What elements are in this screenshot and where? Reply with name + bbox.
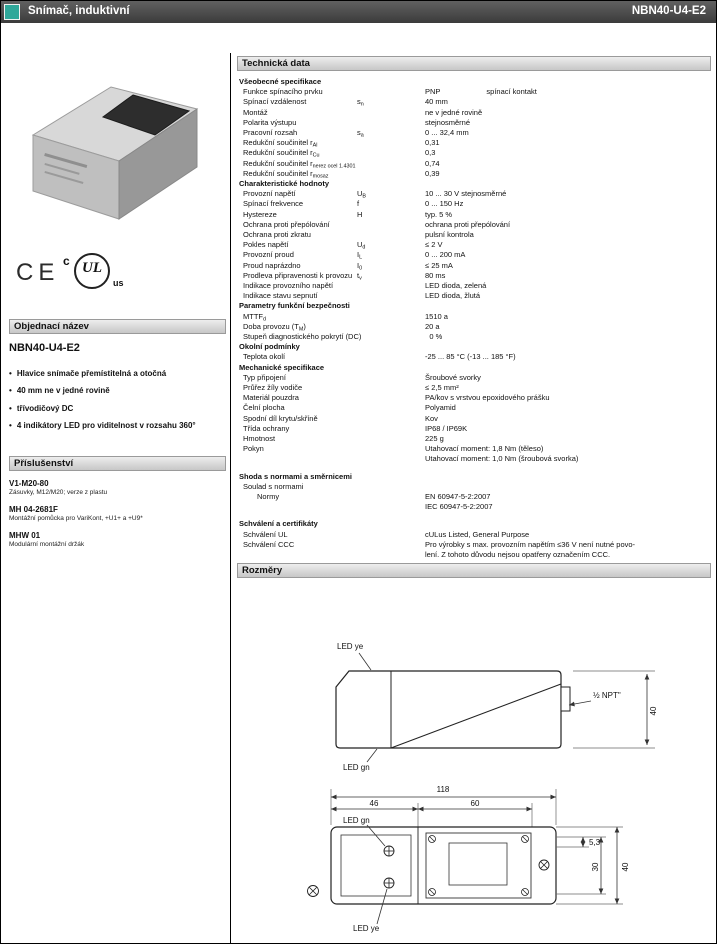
row-label: Třída ochrany bbox=[243, 423, 290, 433]
row-symbol bbox=[357, 540, 425, 560]
row-label: Stupeň diagnostického pokrytí (DC) bbox=[243, 332, 362, 342]
row-value: 0 ... 150 Hz bbox=[425, 199, 464, 209]
row-value: 20 a bbox=[425, 321, 440, 331]
order-code: NBN40-U4-E2 bbox=[9, 342, 80, 354]
table-row bbox=[239, 352, 711, 362]
row-value: 0,39 bbox=[425, 168, 440, 178]
row-label: Doba provozu $(T_M)$ bbox=[243, 321, 306, 333]
row-symbol bbox=[357, 403, 425, 413]
row-symbol bbox=[357, 530, 425, 540]
row-label: Ochrana proti zkratu bbox=[243, 230, 311, 240]
row-value: Pro výrobky s max. provozním napětím ≤36 V není nutné povo- lení. Z tohoto důvodu nejsou opatřeny označením CCC. bbox=[425, 539, 636, 560]
row-label: Proud naprázdno bbox=[243, 260, 301, 270]
feature-item bbox=[9, 386, 221, 396]
row-value: cULus Listed, General Purpose bbox=[425, 529, 530, 539]
row-value: IP68 / IP69K bbox=[425, 423, 468, 433]
row-label: Typ připojení bbox=[243, 372, 286, 382]
row-symbol bbox=[357, 159, 425, 169]
row-label: Ochrana proti přepólování bbox=[243, 219, 330, 229]
row-label: Pokles napětí bbox=[243, 240, 289, 250]
accessory-item bbox=[9, 479, 221, 497]
row-label: Spínací frekvence bbox=[243, 199, 304, 209]
row-symbol: $U_B$ bbox=[357, 189, 367, 200]
row-symbol bbox=[357, 352, 425, 362]
table-section-title: Charakteristické hodnoty bbox=[239, 179, 330, 189]
accessory-code: MHW 01 bbox=[9, 531, 41, 541]
row-label: Redukční součinitel $r_{Al}$ bbox=[243, 138, 318, 149]
tech-table bbox=[239, 77, 711, 560]
row-value: 40 mm bbox=[425, 97, 448, 107]
row-label: Normy bbox=[257, 492, 280, 502]
table-row bbox=[239, 383, 711, 393]
table-row bbox=[239, 482, 711, 492]
row-value: Utahovací moment: 1,8 Nm (těleso) Utahovací moment: 1,0 Nm (šroubová svorka) bbox=[425, 444, 579, 464]
section-bar-accessories: Příslušenství bbox=[9, 456, 226, 471]
row-symbol: H bbox=[357, 209, 363, 219]
row-value: 0,3 bbox=[425, 148, 436, 158]
table-row bbox=[239, 128, 711, 138]
row-value: Kov bbox=[425, 413, 438, 423]
led-gn-label: LED gn bbox=[343, 763, 370, 772]
table-row bbox=[239, 434, 711, 444]
row-symbol bbox=[357, 492, 425, 512]
row-value: LED dioda, žlutá bbox=[425, 291, 481, 301]
row-value: EN 60947-5-2:2007 IEC 60947-5-2:2007 bbox=[425, 492, 493, 512]
row-label: Spodní díl krytu/skříně bbox=[243, 413, 318, 423]
row-value: LED dioda, zelená bbox=[425, 281, 487, 291]
dimension-drawing-top-view bbox=[301, 779, 641, 943]
row-value: typ. 5 % bbox=[425, 209, 453, 219]
feature-item bbox=[9, 421, 221, 431]
row-label: Montáž bbox=[243, 107, 268, 117]
row-label: Hmotnost bbox=[243, 434, 276, 444]
row-symbol bbox=[357, 393, 425, 403]
row-symbol bbox=[357, 373, 425, 383]
table-section-title: Všeobecné specifikace bbox=[239, 77, 322, 86]
table-row bbox=[239, 322, 711, 332]
dim-label-left-width: 46 bbox=[369, 799, 379, 808]
dim-label-total-width: 118 bbox=[436, 785, 450, 794]
row-label: Indikace provozního napětí bbox=[243, 281, 334, 291]
row-value: ≤ 2 V bbox=[425, 240, 443, 250]
feature-text: Hlavice snímače přemístitelná a otočná bbox=[16, 369, 167, 378]
led-ye-label-top-view: LED ye bbox=[353, 924, 380, 933]
row-value: ≤ 2,5 mm² bbox=[425, 383, 459, 393]
brand-accent-icon bbox=[4, 4, 20, 20]
table-row bbox=[239, 230, 711, 240]
row-symbol bbox=[357, 118, 425, 128]
ul-label: UL bbox=[82, 260, 102, 276]
row-value: Polyamid bbox=[425, 403, 456, 413]
row-value: ne v jedné rovině bbox=[425, 107, 483, 117]
dim-label-side-height: 40 bbox=[649, 706, 658, 716]
accessory-item bbox=[9, 531, 221, 549]
row-symbol bbox=[357, 322, 425, 332]
row-symbol: f bbox=[357, 199, 360, 209]
table-row bbox=[239, 403, 711, 413]
row-symbol bbox=[357, 414, 425, 424]
table-row bbox=[239, 492, 711, 512]
table-row bbox=[239, 138, 711, 148]
row-symbol: $I_0$ bbox=[357, 260, 363, 271]
section-bar-order-title: Objednací název bbox=[9, 319, 226, 334]
table-row bbox=[239, 414, 711, 424]
row-value: 0,31 bbox=[425, 138, 440, 148]
row-value: 0 ... 200 mA bbox=[425, 250, 466, 260]
led-gn-label-top-view: LED gn bbox=[343, 816, 370, 825]
section-bar-dimensions: Rozměry bbox=[237, 563, 711, 578]
row-label: Hystereze bbox=[243, 209, 277, 219]
table-row bbox=[239, 393, 711, 403]
table-row bbox=[239, 240, 711, 250]
feature-item bbox=[9, 369, 221, 379]
page-title: Snímač, induktivní bbox=[28, 5, 130, 17]
feature-item bbox=[9, 404, 221, 414]
row-label: Prodleva připravenosti k provozu bbox=[243, 270, 353, 280]
row-label: Funkce spínacího prvku bbox=[243, 87, 323, 97]
dimension-drawing-side-view bbox=[321, 599, 711, 779]
row-label: Průřez žíly vodiče bbox=[243, 383, 303, 393]
row-label: Indikace stavu sepnutí bbox=[243, 291, 318, 301]
row-value: 80 ms bbox=[425, 270, 446, 280]
table-row bbox=[239, 424, 711, 434]
row-value bbox=[425, 482, 711, 492]
table-row bbox=[239, 108, 711, 118]
row-symbol: $s_n$ bbox=[357, 97, 364, 108]
row-symbol bbox=[357, 138, 425, 148]
cULus-mark bbox=[63, 251, 143, 297]
row-label: Teplota okolí bbox=[243, 352, 286, 362]
row-label: Soulad s normami bbox=[243, 481, 304, 491]
row-symbol bbox=[357, 148, 425, 158]
row-symbol bbox=[357, 281, 425, 291]
table-row bbox=[239, 97, 711, 107]
table-row bbox=[239, 444, 711, 464]
table-row bbox=[239, 159, 711, 169]
row-label: Schválení UL bbox=[243, 529, 288, 539]
row-symbol bbox=[357, 312, 425, 322]
dim-label-slot: 5,3 bbox=[589, 838, 601, 847]
row-label: Provozní napětí bbox=[243, 189, 296, 199]
row-value: Šroubové svorky bbox=[425, 372, 481, 382]
row-label: Pokyn bbox=[243, 444, 264, 454]
row-label: Čelní plocha bbox=[243, 403, 285, 413]
ul-us-label: us bbox=[113, 278, 124, 288]
feature-text: třívodičový DC bbox=[16, 403, 74, 413]
row-label: Provozní proud bbox=[243, 250, 294, 260]
bullet-icon: • bbox=[9, 421, 12, 431]
accessory-desc: Montážní pomůcka pro VariKont, +U1+ a +U9* bbox=[9, 515, 143, 523]
table-row bbox=[239, 530, 711, 540]
feature-text: 4 indikátory LED pro viditelnost v rozsahu 360° bbox=[16, 421, 196, 431]
table-row bbox=[239, 118, 711, 128]
table-section-title: Mechanické specifikace bbox=[239, 362, 325, 372]
table-row bbox=[239, 540, 711, 560]
bullet-icon: • bbox=[9, 386, 12, 396]
accessory-desc: Modulární montážní držák bbox=[9, 541, 85, 549]
row-value: pulsní kontrola bbox=[425, 230, 474, 240]
npt-thread-label: ½ NPT" bbox=[593, 691, 621, 700]
row-label: Redukční součinitel $r_{Cu}$ bbox=[243, 148, 320, 159]
row-value: PA/kov s vrstvou epoxidového prášku bbox=[425, 393, 550, 403]
section-gap bbox=[239, 465, 711, 472]
row-value: PNP spínací kontakt bbox=[425, 87, 537, 97]
row-value: 0 ... 32,4 mm bbox=[425, 128, 469, 137]
accessory-code: MH 04-2681F bbox=[9, 505, 58, 515]
feature-text: 40 mm ne v jedné rovině bbox=[16, 386, 110, 396]
row-symbol bbox=[357, 444, 425, 464]
row-symbol bbox=[357, 424, 425, 434]
row-symbol: $U_d$ bbox=[357, 240, 366, 251]
row-value: stejnosměrné bbox=[425, 117, 471, 127]
accessory-code: V1-M20-80 bbox=[9, 479, 49, 488]
row-symbol bbox=[357, 108, 425, 118]
row-value: 10 ... 30 V stejnosměrné bbox=[425, 189, 507, 199]
accessory-item bbox=[9, 505, 221, 523]
table-row bbox=[239, 291, 711, 301]
table-section-title: Schválení a certifikáty bbox=[239, 519, 318, 529]
product-photo bbox=[15, 57, 220, 237]
bullet-icon: • bbox=[9, 403, 12, 413]
table-row bbox=[239, 373, 711, 383]
row-label: $MTTF_d$ bbox=[243, 311, 266, 322]
row-label: Redukční součinitel $r_{nerez ocel 1.4301}$ bbox=[243, 158, 356, 169]
row-symbol bbox=[357, 169, 425, 179]
row-value: 1510 a bbox=[425, 311, 448, 321]
column-divider bbox=[230, 53, 231, 943]
table-row bbox=[239, 271, 711, 281]
table-row bbox=[239, 312, 711, 322]
row-value: ochrana proti přepólování bbox=[425, 219, 511, 229]
row-symbol bbox=[357, 291, 425, 301]
accessory-list bbox=[9, 479, 221, 557]
section-gap bbox=[239, 512, 711, 519]
row-value: -25 ... 85 °C (-13 ... 185 °F) bbox=[425, 352, 516, 362]
accessory-desc: Zásuvky, M12/M20; verze z plastu bbox=[9, 489, 108, 496]
table-row bbox=[239, 220, 711, 230]
row-symbol: $s_a$ bbox=[357, 128, 364, 139]
row-value: 0,74 bbox=[425, 158, 440, 168]
table-section-title: Shoda s normami a směrnicemi bbox=[239, 471, 352, 481]
row-symbol bbox=[357, 434, 425, 444]
led-ye-label: LED ye bbox=[337, 642, 364, 651]
product-code-header: NBN40-U4-E2 bbox=[631, 5, 706, 17]
dim-label-mid-width: 60 bbox=[470, 799, 480, 808]
bullet-icon: • bbox=[9, 369, 12, 378]
row-symbol bbox=[357, 87, 425, 97]
row-symbol bbox=[361, 332, 429, 342]
row-value: 225 g bbox=[425, 434, 444, 444]
table-row bbox=[239, 199, 711, 209]
row-label: Schválení CCC bbox=[243, 539, 295, 549]
table-row bbox=[239, 148, 711, 158]
page-header bbox=[1, 1, 716, 23]
table-section-title: Okolní podmínky bbox=[239, 342, 300, 352]
row-symbol bbox=[357, 220, 425, 230]
feature-list bbox=[9, 369, 221, 439]
row-label: Materiál pouzdra bbox=[243, 393, 299, 403]
table-row bbox=[239, 87, 711, 97]
table-row bbox=[239, 250, 711, 260]
ce-mark: CE bbox=[16, 259, 60, 286]
table-row bbox=[239, 261, 711, 271]
table-row bbox=[239, 332, 711, 342]
table-section-title: Parametry funkční bezpečnosti bbox=[239, 301, 350, 311]
section-bar-technical-data: Technická data bbox=[237, 56, 711, 71]
table-row bbox=[239, 169, 711, 179]
row-symbol bbox=[357, 230, 425, 240]
row-label: Redukční součinitel $r_{mosaz}$ bbox=[243, 168, 329, 180]
row-symbol bbox=[357, 383, 425, 393]
ul-c-label: c bbox=[63, 254, 70, 268]
row-label: Pracovní rozsah bbox=[243, 128, 298, 137]
row-label: Polarita výstupu bbox=[243, 117, 297, 127]
table-row bbox=[239, 281, 711, 291]
row-value: 0 % bbox=[429, 332, 443, 342]
table-row bbox=[239, 189, 711, 199]
row-value: ≤ 25 mA bbox=[425, 260, 453, 270]
table-row bbox=[239, 210, 711, 220]
dim-label-inner-height: 30 bbox=[591, 862, 600, 872]
row-label: Spínací vzdálenost bbox=[243, 97, 307, 107]
row-symbol: $t_v$ bbox=[357, 270, 362, 282]
row-symbol: $I_L$ bbox=[357, 250, 363, 261]
row-symbol bbox=[357, 482, 425, 492]
dim-label-total-height: 40 bbox=[621, 862, 630, 872]
